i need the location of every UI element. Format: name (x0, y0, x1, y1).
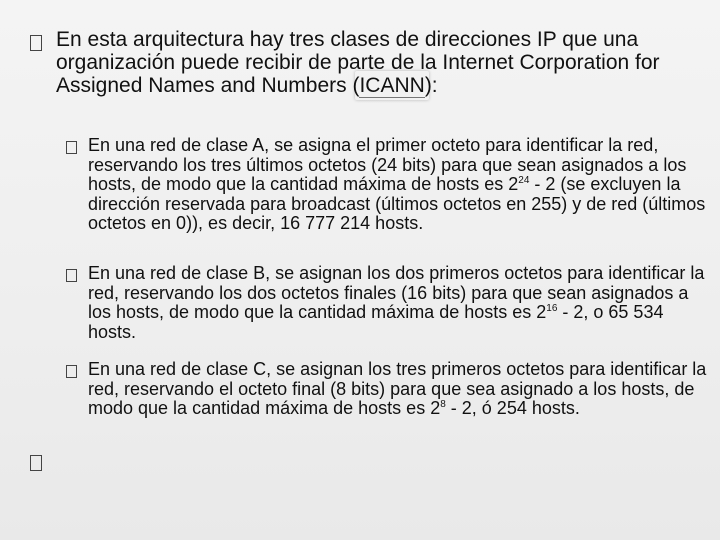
sub-bullet-text: - 2 (se excluyen la dirección reservada para broadcast (últimos octetos en 255) y de red (últimos octetos en 0)), es decir, 16 777 214 hosts. (88, 174, 706, 233)
bullet-box-icon (66, 365, 77, 378)
sub-bullet-text: - 2, ó 254 hosts. (445, 398, 580, 418)
main-bullet-text-before: En esta arquitectura hay tres clases de direcciones IP que una organización puede recibir de parte de la Internet Corporation for Assigned Names and Numbers ( (56, 28, 660, 97)
main-bullet-text-after: ): (424, 74, 438, 97)
sub-bullet-class-a (88, 136, 708, 234)
main-bullet-text (56, 28, 706, 97)
sub-bullet-text: - 2, o 65 534 hosts. (88, 302, 664, 342)
icann-acronym: ICANN (359, 74, 425, 97)
sub-bullet-text: En una red de clase B, se asignan los dos primeros octetos para identificar la red, reservando los dos octetos finales (16 bits) para que sean asignados a los hosts, de modo que la cantidad máxima de hosts es 2 (88, 263, 705, 322)
bullet-box-icon (66, 269, 77, 282)
exponent: 24 (518, 175, 530, 186)
sub-bullet-text: En una red de clase A, se asigna el primer octeto para identificar la red, reservando los tres últimos octetos (24 bits) para que sean asignados a los hosts, de modo que la cantidad máxima de hosts es 2 (88, 135, 687, 194)
sub-bullet-class-c (88, 360, 708, 419)
exponent: 16 (546, 303, 558, 314)
bullet-box-icon (66, 141, 77, 154)
empty-bullet-box-icon (30, 455, 42, 471)
exponent: 8 (440, 399, 446, 410)
sub-bullet-text: En una red de clase C, se asignan los tres primeros octetos para identificar la red, reservando el octeto final (8 bits) para que sea asignado a los hosts, de modo que la cantidad máxima de hosts es 2 (88, 359, 707, 418)
sub-bullet-class-b (88, 264, 708, 342)
bullet-box-icon (30, 35, 42, 51)
